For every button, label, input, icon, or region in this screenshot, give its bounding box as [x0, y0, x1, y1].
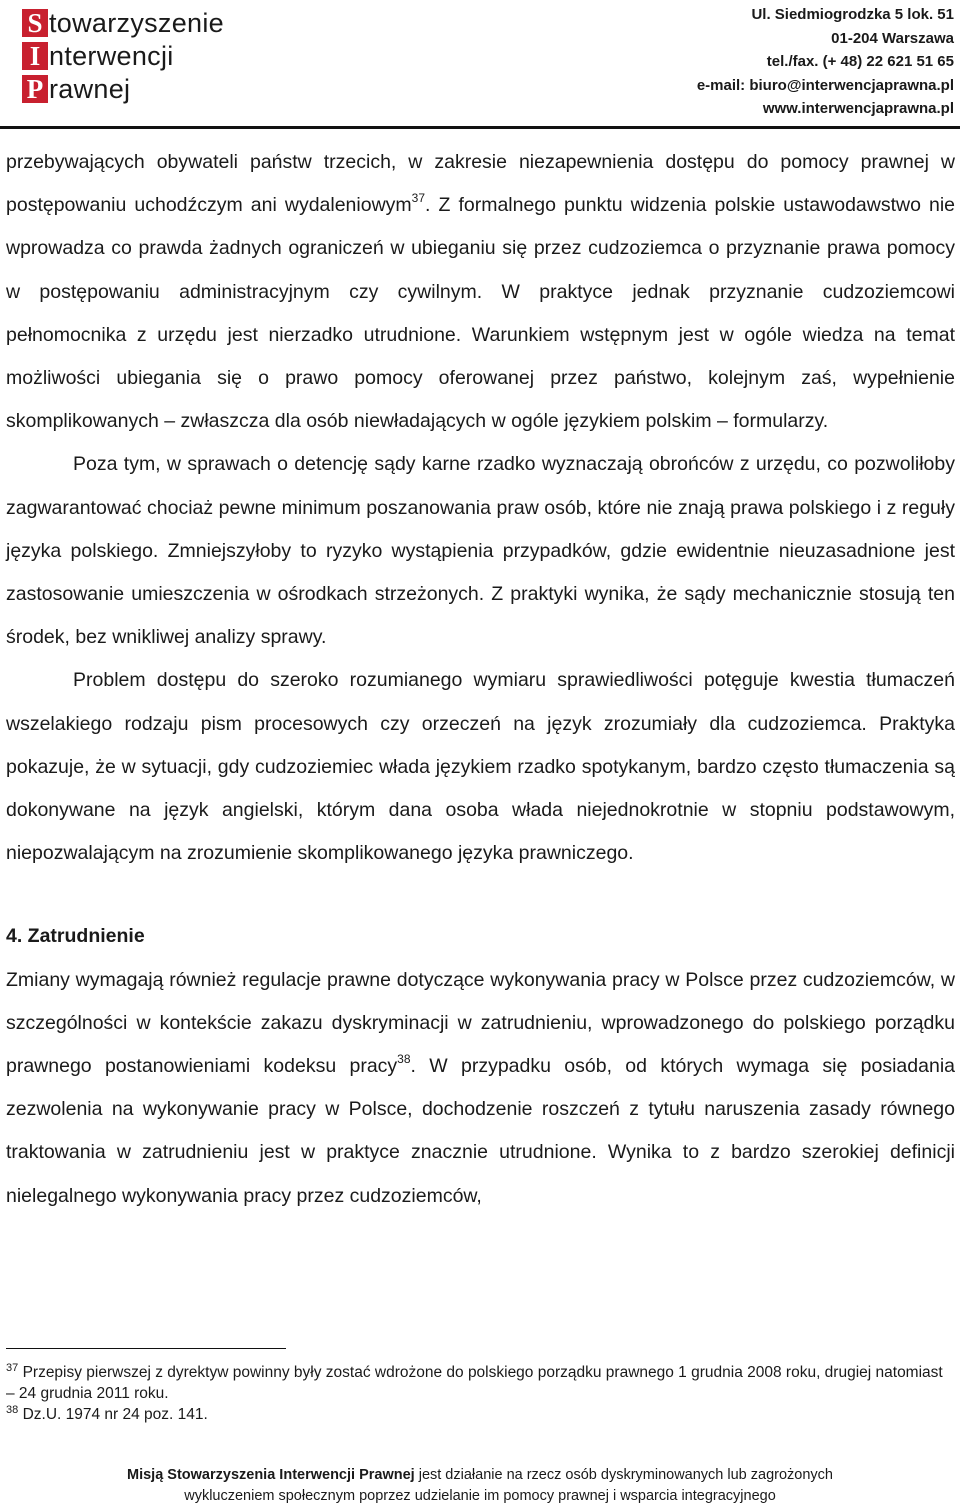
footnote-ref-38[interactable]: 38 — [397, 1052, 411, 1067]
paragraph-3: Problem dostępu do szeroko rozumianego wymiaru sprawiedliwości potęguje kwestia tłumaczeń wszelakiego rodzaju pism procesowych czy orzeczeń na język zrozumiały dla cudzoziemca. Praktyka pokazuje, że w sytuacji, gdy cudzoziemiec włada językiem rzadko spotykanym, bardzo często tłumaczenia są dokonywane na język angielski, którym dana osoba włada niejednokrotnie w stopniu podstawowym, niepozwalającym na zrozumienie skomplikowanego języka prawniczego. — [6, 669, 955, 865]
contact-phone: tel./fax. (+ 48) 22 621 51 65 — [766, 53, 954, 70]
paragraph-1-text-b: . Z formalnego punktu widzenia polskie ustawodawstwo nie wprowadza co prawda żadnych ograniczeń w ubieganiu się przez cudzoziemca o przyznanie prawa pomocy w postępowaniu administracyjnym czy cywilnym. W praktyce jednak przyznanie cudzoziemcowi pełnomocnika z urzędu jest nierzadko utrudnione. Warunkiem wstępnym jest w ogóle wiedza na temat możliwości ubiegania się o prawo pomocy oferowanej przez państwo, kolejnym zaś, wypełnienie skomplikowanych – zwłaszcza dla osób niewładających w ogóle językiem polskim – formularzy. — [6, 194, 956, 433]
footnote-text: Przepisy pierwszej z dyrektyw powinny były zostać wdrożone do polskiego porządku prawnego 1 grudnia 2008 roku, drugiej natomiast – 24 grudnia 2011 roku. — [6, 1364, 943, 1402]
section-heading: 4. Zatrudnienie — [6, 925, 145, 948]
footnote-37 — [6, 1362, 955, 1404]
document-body — [6, 141, 955, 1218]
paragraph-4 — [6, 959, 955, 1218]
logo-initial-s: S — [22, 9, 48, 37]
footnote-38 — [6, 1404, 955, 1425]
contact-block — [697, 3, 954, 121]
paragraph-4-text-b: . W przypadku osób, od których wymaga się posiadania zezwolenia na wykonywanie pracy w Polsce, dochodzenie roszczeń z tytułu naruszenia zasady równego traktowania w zatrudnieniu jest w praktyce znacznie utrudnione. Wynika to z bardzo szerokiej definicji nielegalnego wykonywania pracy przez cudzoziemców, — [6, 1055, 955, 1207]
contact-website[interactable]: www.interwencjaprawna.pl — [762, 100, 954, 117]
paragraph-1-text-a: przebywających obywateli państw trzecich, w zakresie niezapewnienia dostępu do pomocy prawnej w postępowaniu uchodźczym ani wydaleniowym — [6, 151, 955, 217]
logo-word-3: rawnej — [49, 74, 131, 104]
logo-word-2: nterwencji — [49, 41, 174, 71]
organization-logo — [22, 4, 224, 103]
paragraph-4-text-a: Zmiany wymagają również regulacje prawne dotyczące wykonywania pracy w Polsce przez cudzoziemców, w szczególności w kontekście zakazu dyskryminacji w zatrudnieniu, wprowadzonego do polskiego porządku prawnego postanowieniami kodeksu pracy — [6, 968, 955, 1078]
logo-line-1 — [22, 4, 224, 37]
logo-initial-i: I — [22, 42, 48, 70]
logo-line-3 — [22, 70, 224, 103]
paragraph-1 — [6, 141, 955, 443]
footnote-number: 37 — [6, 1362, 19, 1374]
contact-city: 01-204 Warszawa — [831, 29, 954, 47]
header-divider — [0, 126, 960, 129]
footnote-number: 38 — [6, 1404, 19, 1416]
contact-address: Ul. Siedmiogrodzka 5 lok. 51 — [751, 6, 954, 23]
footnote-divider — [6, 1348, 286, 1349]
logo-initial-p: P — [22, 75, 48, 103]
footer-line-2: wykluczeniem społecznym poprzez udzielanie im pomocy prawnej i wsparcia integracyjnego — [184, 1488, 776, 1504]
logo-word-1: towarzyszenie — [49, 8, 224, 38]
logo-line-2 — [22, 37, 224, 70]
contact-email[interactable]: e-mail: biuro@interwencjaprawna.pl — [696, 76, 954, 94]
page-footer — [0, 1465, 960, 1507]
footer-mission-bold: Misją Stowarzyszenia Interwencji Prawnej — [127, 1467, 415, 1483]
footnote-ref-37[interactable]: 37 — [411, 191, 426, 206]
footnotes — [6, 1362, 955, 1425]
footnote-text: Dz.U. 1974 nr 24 poz. 141. — [22, 1406, 208, 1423]
paragraph-2: Poza tym, w sprawach o detencję sądy karne rzadko wyznaczają obrońców z urzędu, co pozwoliłoby zagwarantować chociaż pewne minimum poszanowania praw osób, które nie znają prawa polskiego i z reguły języka polskiego. Zmniejszyłoby to ryzyko wystąpienia przypadków, gdzie ewidentnie nieuzasadnione jest zastosowanie umieszczenia w ośrodkach strzeżonych. Z praktyki wynika, że sądy mechanicznie stosują ten środek, bez wnikliwej analizy sprawy. — [6, 453, 955, 649]
footer-mission-text: jest działanie na rzecz osób dyskryminowanych lub zagrożonych — [418, 1467, 833, 1483]
footer-line-1 — [0, 1465, 960, 1486]
